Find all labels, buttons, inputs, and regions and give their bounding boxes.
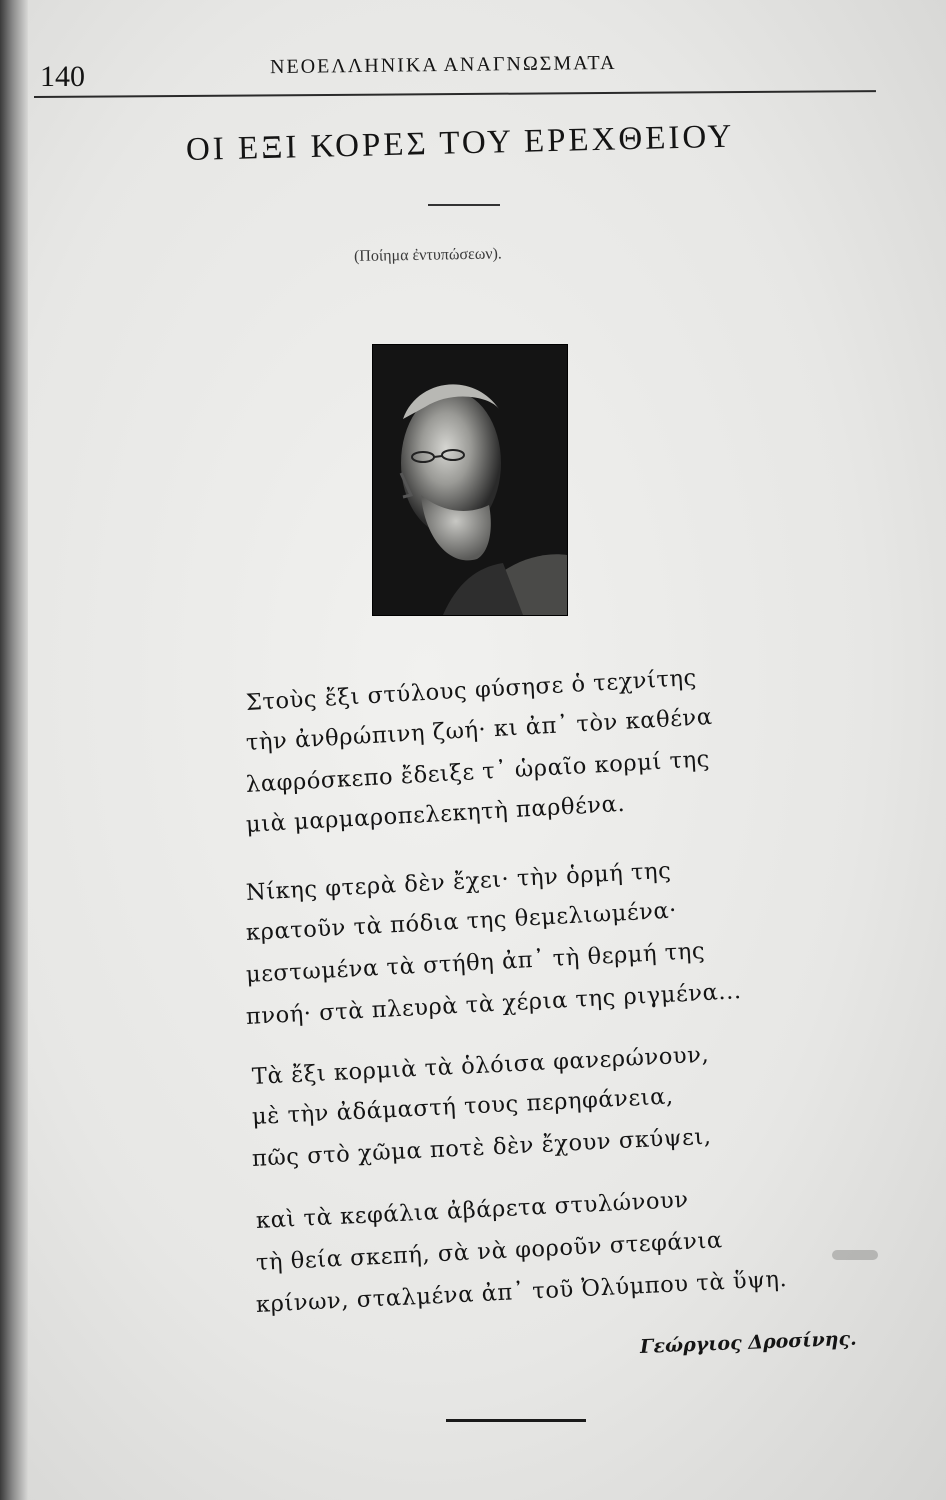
poem-line: κρίνων, σταλμένα ἀπ᾽ τοῦ Ὀλύμπου τὰ ὕψη. bbox=[255, 1266, 788, 1318]
poem-line: τὴν ἀνθρώπινη ζωή· κι ἀπ᾽ τὸν καθένα bbox=[245, 703, 714, 756]
poem-subtitle: (Ποίημα ἐντυπώσεων). bbox=[353, 245, 502, 265]
poem-title: ΟΙ ΕΞΙ ΚΟΡΕΣ ΤΟΥ ΕΡΕΧΘΕΙΟΥ bbox=[185, 118, 735, 168]
poem-line: κρατοῦν τὰ πόδια της θεμελιωμένα· bbox=[245, 897, 678, 946]
poem-line: Νίκης φτερὰ δὲν ἔχει· τὴν ὁρμή της bbox=[245, 857, 673, 906]
print-smudge bbox=[832, 1250, 878, 1260]
header-rule bbox=[34, 90, 876, 98]
poem-line: Στοὺς ἔξι στύλους φύσησε ὁ τεχνίτης bbox=[245, 664, 698, 716]
title-divider bbox=[428, 204, 500, 206]
poem-line: λαφρόσκεπο ἔδειξε τ᾽ ὡραῖο κορμί της bbox=[245, 746, 711, 798]
poem-line: μεστωμένα τὰ στήθη ἀπ᾽ τὴ θερμή της bbox=[245, 937, 706, 988]
poem-line: μιὰ μαρμαροπελεκητὴ παρθένα. bbox=[245, 790, 626, 838]
running-head: ΝΕΟΕΛΛΗΝΙΚΑ ΑΝΑΓΝΩΣΜΑΤΑ bbox=[269, 51, 617, 79]
author-signature: Γεώργιος Δροσίνης. bbox=[639, 1327, 858, 1358]
end-rule bbox=[446, 1419, 586, 1422]
portrait-photo bbox=[373, 345, 567, 615]
author-portrait bbox=[372, 344, 568, 616]
poem-line: τὴ θεία σκεπή, σὰ νὰ φοροῦν στεφάνια bbox=[255, 1227, 724, 1276]
poem-line: πνοή· στὰ πλευρὰ τὰ χέρια της ριγμένα... bbox=[245, 978, 743, 1030]
poem-line: πῶς στὸ χῶμα ποτὲ δὲν ἔχουν σκύψει, bbox=[251, 1123, 713, 1172]
poem-line: καὶ τὰ κεφάλια ἀβάρετα στυλώνουν bbox=[255, 1186, 690, 1234]
poem-line: Τὰ ἔξι κορμιὰ τὰ ὁλόισα φανερώνουν, bbox=[251, 1041, 710, 1090]
page-number: 140 bbox=[40, 60, 85, 93]
book-spine-shadow bbox=[0, 0, 28, 1500]
page-header bbox=[34, 46, 876, 102]
poem-line: μὲ τὴν ἀδάμαστή τους περηφάνεια, bbox=[251, 1083, 675, 1130]
